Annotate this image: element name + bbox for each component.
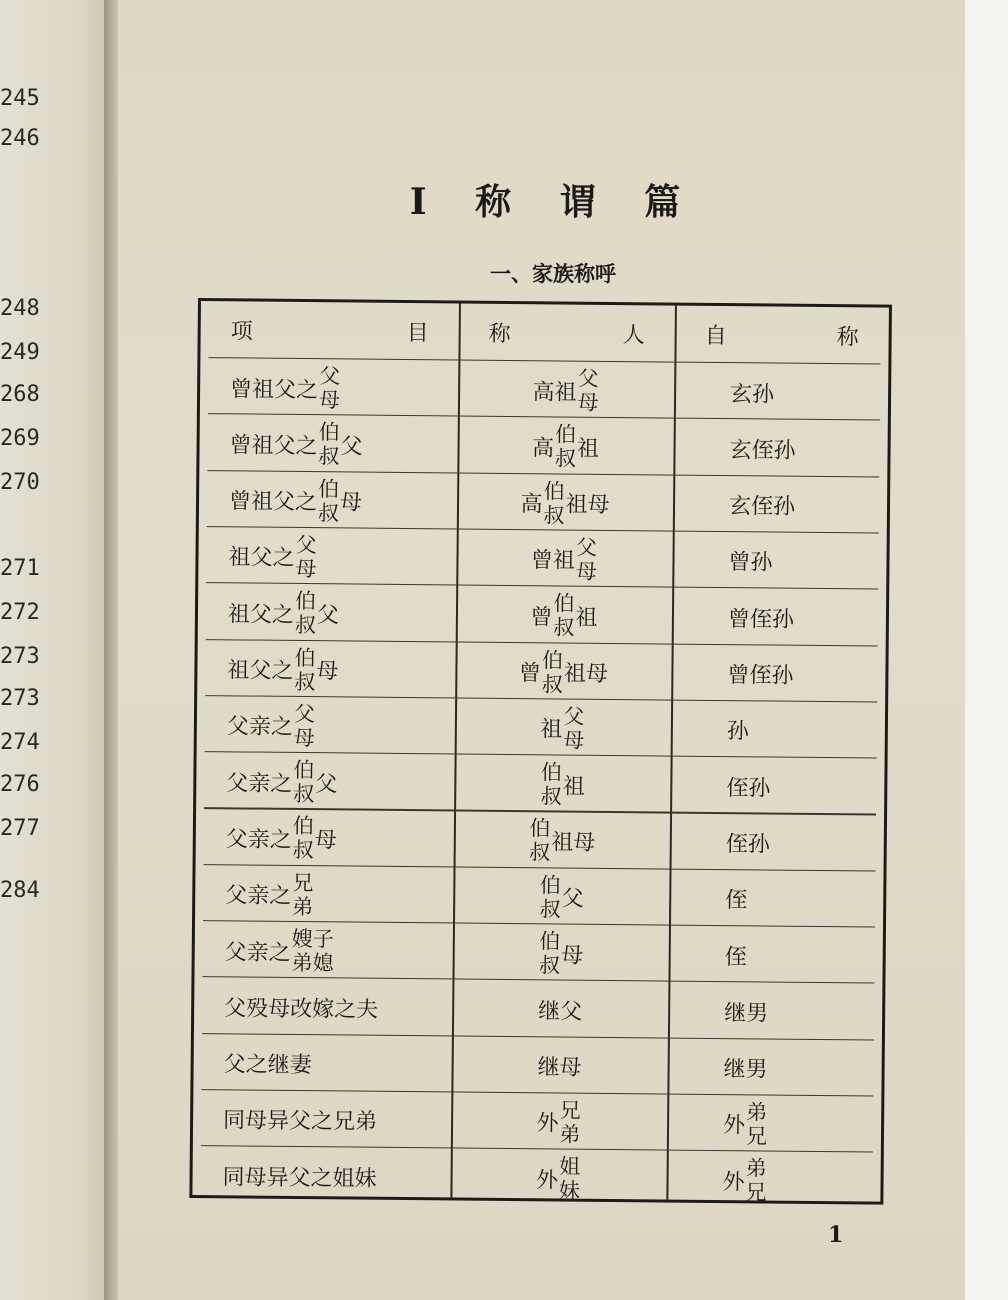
table-cell — [674, 364, 889, 422]
cell-text: 曾孙 — [728, 550, 773, 576]
stacked-char: 母 — [575, 559, 598, 584]
table-cell — [224, 979, 379, 1036]
stacked-char: 父 — [293, 701, 316, 726]
table-cell — [670, 758, 885, 816]
stacked-char: 嫂子 — [291, 926, 334, 952]
stacked-char: 叔 — [538, 953, 561, 978]
kinship-table — [189, 298, 892, 1205]
cell-text-suffix: 父 — [340, 434, 363, 460]
cell-text: 父亲之 — [225, 827, 292, 853]
stacked-char: 伯 — [553, 591, 575, 616]
cell-text: 外 — [722, 1169, 745, 1195]
left-page-number: 273 — [0, 644, 40, 669]
cell-text: 玄侄孙 — [729, 437, 796, 464]
cell-text: 祖父之 — [227, 658, 294, 684]
stacked-char: 兄 — [292, 870, 314, 895]
cell-text: 侄 — [725, 888, 748, 914]
cell-text: 高祖 — [532, 379, 577, 406]
cell-text-suffix: 祖母 — [565, 492, 610, 519]
header-addressee — [458, 304, 675, 362]
table-cell — [455, 643, 672, 701]
header-item-char1: 项 — [230, 318, 253, 345]
cell-text-suffix: 祖 — [575, 605, 598, 631]
stacked-alternatives — [745, 1156, 766, 1204]
table-cell — [226, 810, 338, 867]
stacked-char: 姐 — [559, 1154, 581, 1179]
table-cell — [223, 1035, 312, 1092]
stacked-alternatives — [294, 702, 315, 750]
cell-text: 侄 — [724, 944, 747, 970]
stacked-alternatives — [295, 533, 316, 581]
cell-text-suffix: 母 — [339, 490, 363, 516]
table-cell — [670, 814, 885, 872]
stacked-char: 父 — [577, 366, 599, 391]
table-cell — [671, 645, 886, 703]
cell-text: 父之继妻 — [223, 1052, 312, 1079]
table-cell — [224, 922, 335, 979]
page-number: 1 — [828, 1222, 844, 1248]
cell-text: 孙 — [726, 719, 749, 745]
cell-text: 侄孙 — [726, 775, 771, 802]
stacked-char: 叔 — [554, 446, 577, 471]
cell-text-suffix: 母 — [316, 659, 339, 685]
table-cell — [226, 753, 338, 810]
cell-text: 祖父之 — [227, 601, 295, 628]
stacked-char: 伯 — [539, 872, 561, 898]
table-cell — [456, 530, 673, 588]
table-cell — [222, 1147, 377, 1204]
cell-text: 高 — [520, 492, 543, 518]
cell-text: 玄孙 — [729, 381, 775, 408]
left-page-number: 284 — [0, 878, 40, 903]
left-page-number: 273 — [0, 686, 40, 711]
table-cell — [672, 589, 887, 647]
stacked-char: 父 — [319, 364, 341, 389]
stacked-char: 父 — [576, 535, 598, 560]
cell-text: 曾祖父之 — [230, 376, 319, 403]
section-subtitle: 一、家族称呼 — [490, 262, 616, 286]
left-page-number: 245 — [0, 86, 40, 111]
stacked-alternatives — [542, 648, 563, 696]
table-cell — [452, 924, 669, 982]
cell-text: 外 — [535, 1167, 559, 1194]
left-page-number: 246 — [0, 126, 40, 151]
cell-text: 曾侄孙 — [727, 606, 795, 633]
stacked-alternatives — [559, 1155, 580, 1203]
table-cell — [229, 472, 363, 529]
cell-text: 父殁母改嫁之夫 — [224, 996, 379, 1023]
left-page-number: 249 — [0, 340, 40, 365]
cell-text: 外 — [536, 1111, 559, 1137]
stacked-char: 叔 — [529, 840, 551, 865]
stacked-alternatives — [319, 364, 340, 412]
stacked-alternatives — [553, 592, 574, 640]
stacked-char: 叔 — [540, 784, 562, 809]
stacked-alternatives — [746, 1100, 767, 1148]
table-cell — [228, 584, 340, 641]
stacked-alternatives — [539, 929, 560, 977]
stacked-alternatives — [577, 367, 598, 415]
stacked-char: 叔 — [292, 838, 314, 863]
stacked-char: 伯 — [539, 929, 561, 954]
stacked-char: 弟媳 — [291, 950, 334, 976]
left-page-number: 270 — [0, 470, 40, 495]
cell-text-suffix: 母 — [561, 943, 584, 969]
table-cell — [457, 474, 674, 532]
table-cell — [668, 983, 883, 1041]
stacked-char: 叔 — [318, 444, 340, 469]
cell-text: 父亲之 — [226, 770, 293, 797]
stacked-char: 伯 — [293, 758, 315, 783]
table-cell — [667, 1039, 882, 1097]
stacked-char: 父 — [563, 704, 585, 729]
stacked-alternatives — [555, 423, 576, 471]
stacked-char: 母 — [295, 556, 317, 582]
stacked-alternatives — [563, 704, 584, 752]
header-addressee-char1: 称 — [488, 321, 511, 347]
cell-text-suffix: 祖 — [562, 774, 585, 800]
table-cell — [456, 587, 673, 645]
cell-text: 曾侄孙 — [727, 663, 794, 689]
cell-text: 父亲之 — [225, 883, 292, 910]
left-page-number: 277 — [0, 816, 40, 841]
header-self-char2: 称 — [836, 324, 859, 350]
table-cell — [673, 476, 888, 534]
stacked-alternatives — [293, 814, 314, 862]
cell-text: 祖父之 — [228, 545, 295, 572]
table-cell — [454, 812, 671, 870]
table-cell — [452, 981, 669, 1039]
cell-text: 同母异父之姐妹 — [222, 1164, 377, 1192]
stacked-char: 弟 — [745, 1156, 767, 1181]
table-cell — [228, 528, 318, 585]
cell-text: 继母 — [537, 1055, 582, 1081]
cell-text: 曾祖父之 — [228, 489, 318, 516]
stacked-char: 兄 — [745, 1124, 768, 1149]
cell-text: 曾祖 — [530, 548, 576, 575]
table-cell — [227, 697, 317, 754]
section-title: Ⅰ 称 谓 篇 — [409, 181, 699, 223]
header-self — [674, 306, 889, 364]
table-cell — [672, 532, 887, 590]
stacked-char: 兄 — [745, 1180, 767, 1205]
stacked-char: 伯 — [294, 645, 316, 670]
stacked-char: 伯 — [540, 760, 563, 785]
cell-text-suffix: 祖母 — [563, 661, 609, 687]
stacked-char: 伯 — [541, 647, 564, 673]
left-page-number: 248 — [0, 296, 40, 321]
stacked-char: 母 — [577, 390, 599, 415]
cell-text: 继男 — [723, 1057, 768, 1083]
left-page-number: 271 — [0, 556, 40, 581]
table-cell — [455, 699, 672, 757]
stacked-alternatives — [295, 589, 316, 637]
stacked-alternatives — [293, 758, 314, 806]
cell-text: 曾 — [530, 604, 553, 631]
stacked-char: 伯 — [292, 814, 315, 839]
cell-text: 曾祖父之 — [229, 433, 318, 459]
table-cell — [458, 362, 675, 420]
cell-text: 外 — [722, 1113, 746, 1139]
stacked-alternatives — [318, 420, 339, 468]
stacked-char: 叔 — [294, 669, 316, 694]
table-cell — [225, 866, 315, 923]
table-cell — [227, 641, 339, 698]
table-cell — [229, 416, 363, 473]
cell-text: 玄侄孙 — [728, 494, 796, 520]
stacked-char: 叔 — [541, 671, 563, 697]
stacked-alternatives — [292, 871, 313, 919]
stacked-char: 叔 — [539, 896, 561, 922]
stacked-char: 叔 — [317, 500, 340, 525]
header-self-char1: 自 — [704, 323, 727, 349]
table-cell — [453, 868, 670, 926]
left-page-number: 268 — [0, 382, 40, 407]
table-cell — [451, 1093, 668, 1151]
stacked-alternatives — [292, 927, 334, 975]
stacked-alternatives — [543, 479, 564, 527]
cell-text: 祖 — [540, 717, 563, 743]
cell-text-suffix: 祖 — [576, 436, 600, 462]
stacked-char: 叔 — [543, 502, 565, 528]
cell-text: 继男 — [724, 1000, 769, 1027]
stacked-alternatives — [540, 873, 561, 921]
cell-text-suffix: 母 — [314, 828, 337, 854]
stacked-char: 母 — [293, 725, 315, 750]
stacked-alternatives — [541, 760, 562, 808]
cell-text: 父亲之 — [224, 939, 291, 966]
stacked-alternatives — [529, 817, 550, 865]
cell-text: 高 — [531, 436, 555, 462]
left-page-number: 274 — [0, 730, 40, 755]
stacked-char: 兄 — [559, 1098, 581, 1123]
table-cell — [671, 701, 886, 759]
header-item-char2: 目 — [406, 320, 429, 346]
table-cell — [451, 1037, 668, 1095]
cell-text: 侄孙 — [725, 831, 770, 858]
header-item — [200, 301, 459, 359]
cell-text-suffix: 父 — [316, 602, 340, 629]
table-cell — [223, 1091, 378, 1148]
table-cell — [230, 359, 342, 416]
stacked-char: 弟 — [292, 894, 314, 919]
cell-text-suffix: 祖母 — [551, 830, 596, 856]
stacked-char: 伯 — [543, 478, 565, 504]
left-page-number: 276 — [0, 772, 40, 797]
stacked-char: 母 — [563, 728, 585, 753]
cell-text: 曾 — [518, 661, 542, 687]
stacked-char: 叔 — [293, 782, 315, 807]
stacked-char: 母 — [318, 388, 341, 413]
table-cell — [454, 756, 671, 814]
table-cell — [667, 1095, 882, 1153]
table-cell — [666, 1152, 881, 1210]
stacked-char: 伯 — [529, 816, 551, 841]
stacked-alternatives — [294, 645, 315, 693]
table-cell — [457, 418, 674, 476]
stacked-alternatives — [576, 536, 597, 584]
table-cell — [668, 927, 883, 985]
cell-text: 父亲之 — [226, 714, 294, 741]
left-page-number: 269 — [0, 426, 40, 451]
stacked-char: 弟 — [559, 1122, 581, 1147]
stacked-char: 伯 — [318, 476, 340, 501]
cell-text: 继父 — [538, 999, 583, 1025]
cell-text-suffix: 父 — [561, 886, 584, 912]
stacked-char: 伯 — [555, 422, 577, 447]
stacked-char: 伯 — [294, 589, 317, 614]
stacked-char: 妹 — [558, 1178, 581, 1203]
stacked-char: 父 — [295, 532, 317, 558]
cell-text: 同母异父之兄弟 — [222, 1108, 378, 1136]
table-cell — [669, 870, 884, 928]
stacked-alternatives — [559, 1098, 580, 1146]
cell-text-suffix: 父 — [315, 771, 338, 797]
stacked-alternatives — [318, 477, 339, 525]
stacked-char: 伯 — [318, 420, 340, 445]
left-page-number: 272 — [0, 600, 40, 625]
stacked-char: 叔 — [294, 613, 316, 638]
stacked-char: 弟 — [746, 1100, 768, 1125]
table-cell — [450, 1150, 667, 1208]
stacked-char: 叔 — [553, 615, 575, 640]
header-addressee-char2: 人 — [622, 322, 645, 348]
table-cell — [673, 420, 888, 478]
